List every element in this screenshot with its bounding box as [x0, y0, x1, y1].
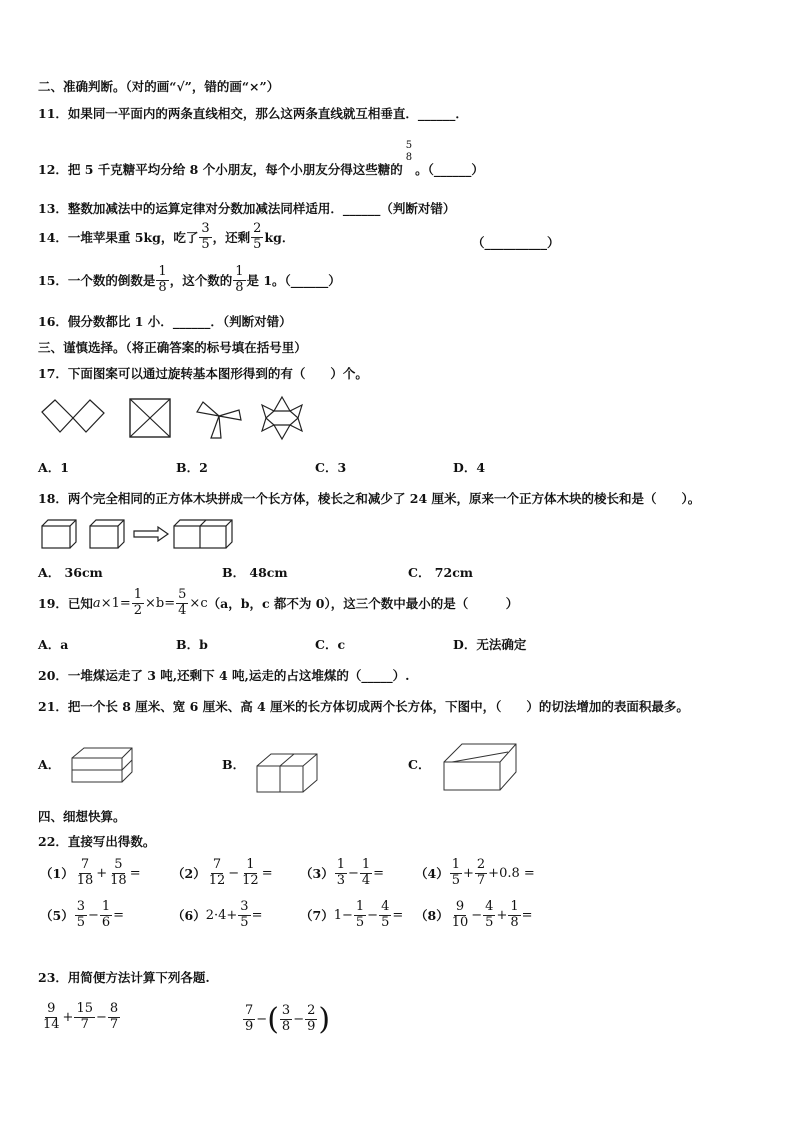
operator-text: =: [521, 907, 533, 923]
fraction: 3 5: [76, 899, 85, 930]
q19-option-d[interactable]: D．无法确定: [453, 637, 527, 652]
fraction: 9 14: [43, 1001, 60, 1032]
rotation-figure-4: [258, 395, 306, 441]
cut-figure-a: [70, 746, 134, 786]
fraction: $\frac{1}{12}$: [242, 857, 259, 888]
operator-text: (: [267, 1002, 279, 1037]
rotation-figure-2: [128, 397, 172, 439]
question-16: 16． 假分数都比 1 小． ______．（判断对错）: [38, 314, 292, 329]
q17-option-c[interactable]: C．3: [315, 460, 347, 475]
fraction: $\frac{1}{8}$: [510, 899, 519, 930]
question-18: 18． 两个完全相同的正方体木块拼成一个长方体，棱长之和减少了 24 厘米，原来一个正方体木块的棱长和是（ ）。: [38, 491, 701, 506]
q17-option-a[interactable]: A．1: [38, 460, 69, 475]
q22-item-3: [300, 858, 384, 889]
fraction: 3 8: [281, 1003, 291, 1034]
item-label: （4）: [415, 866, 449, 882]
fraction: $\frac{1}{4}$: [361, 857, 371, 888]
operator-text: +: [496, 907, 508, 923]
fraction: $\frac{4}{5}$: [381, 899, 390, 930]
q22-item-8: [415, 900, 533, 931]
question-17: 17． 下面图案可以通过旋转基本图形得到的有（ ）个。: [38, 366, 368, 381]
fraction: $\frac{4}{5}$: [485, 899, 494, 930]
question-22: 22． 直接写出得数。: [38, 834, 156, 849]
operator-text: =: [261, 865, 273, 881]
operator-text: +: [96, 865, 108, 881]
fraction: 1 8: [235, 264, 244, 295]
question-21: 21． 把一个长 8 厘米、宽 6 厘米、高 4 厘米的长方体切成两个长方体，下图中，（ ）的切法增加的表面积最多。: [38, 699, 689, 714]
operator-text: −: [471, 907, 483, 923]
item-label: （8）: [415, 908, 449, 924]
operator-text: =: [251, 907, 263, 923]
q21-option-a[interactable]: A．: [38, 757, 61, 772]
q19-option-a[interactable]: A．a: [38, 637, 69, 652]
q19-option-b[interactable]: B．b: [176, 637, 208, 652]
operator-text: +0.8 =: [488, 865, 535, 881]
q21-option-c[interactable]: C．: [408, 757, 431, 772]
q18-option-c[interactable]: C． 72cm: [408, 565, 474, 580]
item-label: （5）: [40, 908, 74, 924]
q22-item-7: [300, 900, 403, 931]
fraction: 1 5: [451, 857, 460, 888]
fraction: $\frac{5}{18}$: [110, 857, 127, 888]
fraction: $\frac{3}{5}$: [240, 899, 249, 930]
item-label: （2）: [172, 866, 206, 882]
question-14-paren: （__________）: [472, 235, 560, 250]
rotation-figure-1: [40, 396, 106, 436]
question-20: 20． 一堆煤运走了 3 吨,还剩下 4 吨,运走的占这堆煤的（_____）.: [38, 668, 410, 683]
operator-text: +: [62, 1009, 74, 1025]
operator-text: =: [373, 865, 385, 881]
item-label: （1）: [40, 866, 74, 882]
operator-text: 1−: [333, 907, 353, 923]
fraction: $\frac{1}{2}$: [133, 587, 143, 618]
fraction: 9 10: [451, 899, 469, 930]
q23-expression-2: [242, 1002, 330, 1037]
question-14: 14． 一堆苹果重 5kg，吃了 3 5 ，还剩 2 5 kg．: [38, 221, 295, 252]
q22-item-2: [172, 858, 273, 889]
cut-figure-b: [255, 752, 321, 794]
operator-text: −: [96, 1009, 107, 1025]
question-11: 11． 如果同一平面内的两条直线相交，那么这两条直线就互相垂直． ______．: [38, 106, 468, 121]
q19-option-c[interactable]: C．c: [315, 637, 346, 652]
q18-option-b[interactable]: B． 48cm: [222, 565, 288, 580]
cube-diagram: [40, 518, 240, 550]
operator-text: −: [367, 907, 379, 923]
operator-text: −: [87, 907, 99, 923]
fraction: $\frac{2}{9}$: [307, 1003, 316, 1034]
fraction: 7 18: [76, 857, 94, 888]
question-23: 23． 用简便方法计算下列各题.: [38, 970, 210, 985]
q22-item-5: [40, 900, 124, 931]
item-label: （3）: [300, 866, 334, 882]
question-15: 15． 一个数的倒数是 1 8 ，这个数的 1 8 是 1。（______）: [38, 264, 341, 295]
q23-expression-1: [40, 1002, 121, 1033]
q17-option-b[interactable]: B．2: [176, 460, 208, 475]
fraction: 2 5: [253, 221, 262, 252]
question-12: 12． 把 5 千克糖平均分给 8 个小朋友，每个小朋友分得这些糖的 5 8 。（______）: [38, 140, 484, 177]
operator-text: −: [256, 1012, 268, 1027]
operator-text: −: [293, 1012, 305, 1027]
item-label: （6）: [172, 908, 206, 924]
fraction: $\frac{15}{7}$: [76, 1001, 93, 1032]
fraction: $\frac{1}{5}$: [355, 899, 365, 930]
fraction: $\frac{2}{7}$: [476, 857, 486, 888]
q22-item-6: [172, 900, 262, 931]
fraction: $\frac{5}{4}$: [178, 587, 187, 618]
q17-option-d[interactable]: D．4: [453, 460, 486, 475]
operator-text: −: [228, 865, 240, 881]
operator-text: +: [462, 865, 474, 881]
q18-option-a[interactable]: A． 36cm: [38, 565, 103, 580]
item-label: （7）: [300, 908, 334, 924]
fraction: $\frac{8}{7}$: [109, 1001, 119, 1032]
cut-figure-c: [442, 742, 518, 794]
rotation-figure-3: [195, 398, 245, 440]
question-13: 13． 整数加减法中的运算定律对分数加减法同样适用． ______（判断对错）: [38, 201, 456, 216]
fraction: 1 3: [336, 857, 345, 888]
fraction: 1 8: [158, 264, 167, 295]
operator-text: ): [318, 1002, 331, 1037]
operator-text: =: [392, 907, 404, 923]
operator-text: =: [129, 865, 141, 881]
fraction: 7 12: [208, 857, 226, 888]
operator-text: 2·4+: [205, 907, 238, 923]
operator-text: −: [347, 865, 359, 881]
section-3-heading: 三、谨慎选择。（将正确答案的标号填在括号里）: [38, 340, 307, 355]
fraction: $\frac{1}{6}$: [101, 899, 111, 930]
q22-item-4: [415, 858, 535, 889]
fraction: 7 9: [245, 1003, 254, 1034]
operator-text: =: [113, 907, 125, 923]
q21-option-b[interactable]: B．: [222, 757, 246, 772]
fraction: 5 8: [405, 140, 413, 163]
section-4-heading: 四、细想快算。: [38, 809, 126, 824]
fraction: 3 5: [201, 221, 210, 252]
q22-item-1: [40, 858, 141, 889]
question-19: 19． 已知 a ×1= $\frac{1}{2}$ ×b= $\frac{5}{4}$ ×c （a，b，c 都不为 0），这三个数中最小的是（ ）: [38, 587, 519, 618]
section-2-heading: 二、准确判断。（对的画“√”，错的画“×”）: [38, 79, 280, 94]
